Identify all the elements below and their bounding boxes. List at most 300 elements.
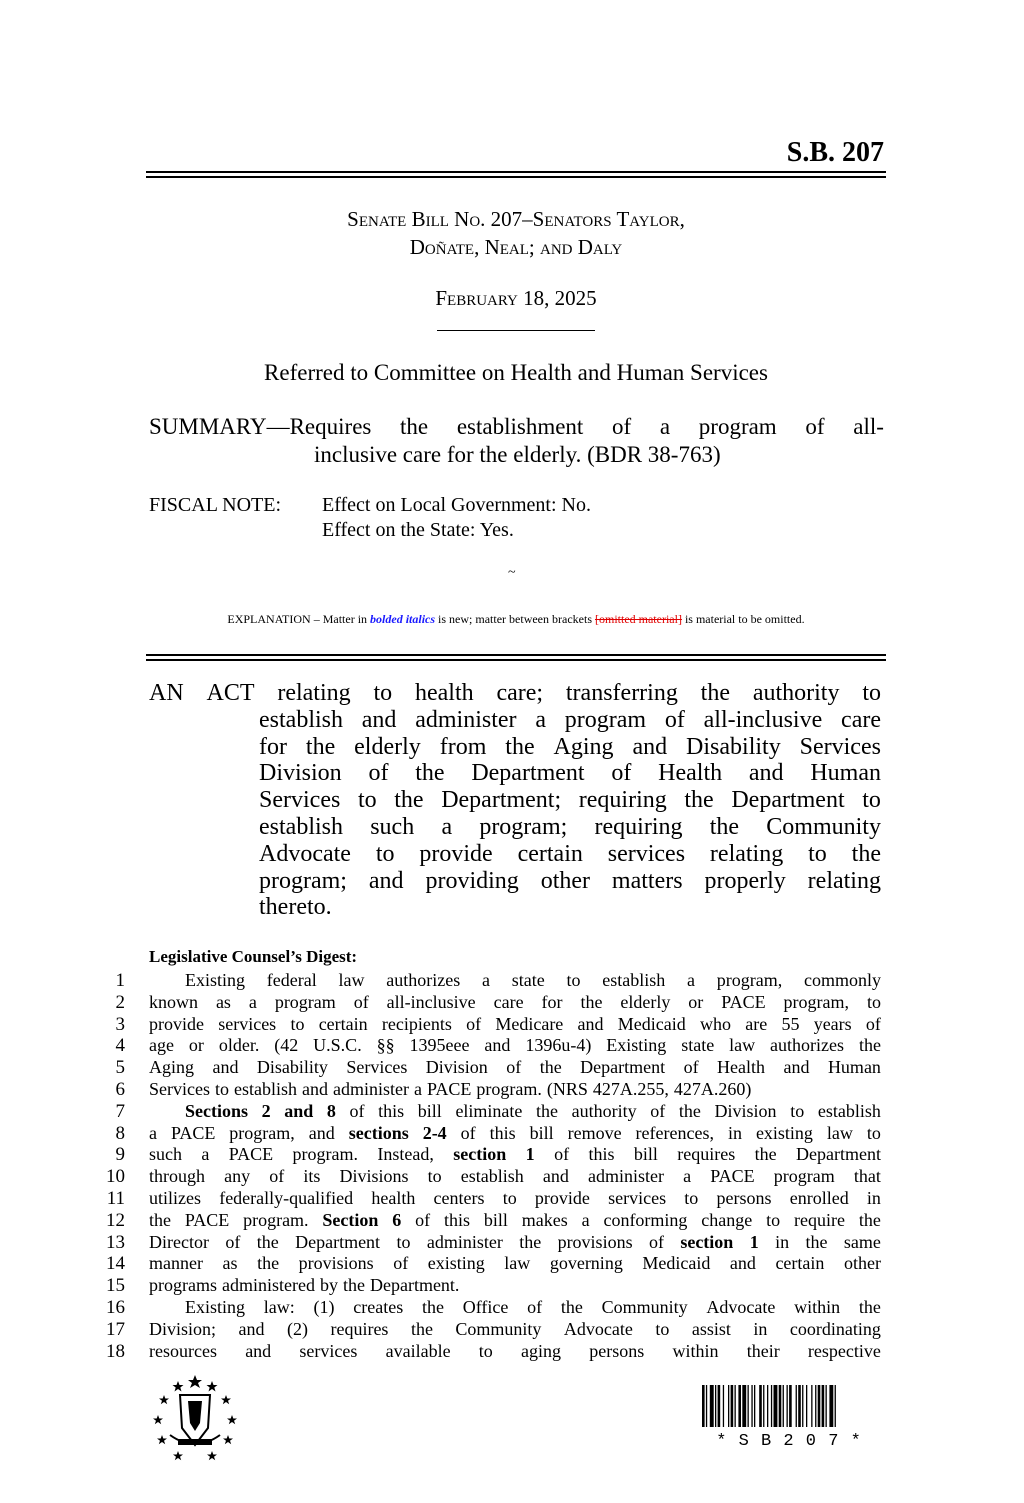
digest-word: elderly: [620, 991, 671, 1012]
digest-word: and: [542, 1166, 569, 1187]
line-number: 18: [106, 1340, 125, 1362]
summary-word: program: [698, 414, 777, 439]
digest-word: to: [478, 1340, 493, 1361]
digest-word: and: [577, 1013, 604, 1034]
digest-word: Community: [601, 1296, 688, 1317]
barcode-bar: [718, 1385, 721, 1427]
act-word: a: [535, 706, 546, 733]
act-word: to: [357, 787, 377, 814]
act-line: [149, 680, 881, 707]
digest-line: [105, 1166, 881, 1188]
act-line: [149, 734, 881, 761]
digest-word: a: [581, 1209, 590, 1230]
digest-word: manner: [149, 1253, 203, 1274]
act-word: providing: [425, 867, 519, 894]
digest-word: this: [489, 1122, 516, 1143]
digest-word: establish: [602, 970, 666, 990]
digest-word: a: [201, 1144, 210, 1165]
act-line: [149, 760, 881, 787]
act-word: the: [305, 733, 336, 760]
digest-word: law:: [263, 1296, 295, 1317]
fiscal-note-label: FISCAL NOTE:: [149, 494, 282, 516]
digest-word: remove: [567, 1122, 622, 1143]
digest-word: a: [686, 970, 695, 990]
act-word: relating: [807, 867, 881, 894]
act-word: to: [862, 680, 881, 706]
digest-word: program: [274, 991, 336, 1012]
digest-word: creates: [353, 1296, 404, 1317]
digest-word: bill: [417, 1100, 442, 1121]
digest-word: Health: [717, 1057, 766, 1078]
digest-word: services: [299, 1340, 358, 1361]
summary-word: SUMMARY—Requires: [149, 414, 372, 439]
act-word: care: [841, 706, 881, 733]
digest-word: and: [484, 1035, 511, 1056]
act-word: services: [607, 840, 686, 867]
digest-word: state: [511, 970, 545, 990]
digest-word: the: [342, 1275, 365, 1296]
digest-line: [105, 1014, 881, 1036]
digest-word: requires: [677, 1144, 736, 1165]
line-number: 5: [115, 1057, 125, 1079]
act-word: other: [540, 867, 590, 894]
digest-word: Advocate: [563, 1318, 633, 1339]
digest-word: the: [410, 1318, 433, 1339]
digest-line: [105, 1253, 881, 1275]
barcode-bar: [728, 1385, 729, 1427]
digest-word: administer: [588, 1166, 665, 1187]
digest-word: and: [302, 1078, 328, 1099]
digest-line-text: [149, 1144, 881, 1166]
digest-word: to: [214, 1078, 229, 1099]
digest-word: administered: [221, 1275, 315, 1296]
explanation-note: [146, 612, 886, 627]
digest-word: and: [212, 1057, 239, 1078]
barcode-bars-icon: [700, 1385, 878, 1427]
explanation-prefix: EXPLANATION – Matter in: [227, 612, 371, 626]
digest-word: services: [218, 1013, 277, 1034]
act-word: requiring: [594, 813, 683, 840]
digest-word: programs: [149, 1275, 217, 1296]
digest-word: within: [672, 1340, 719, 1361]
digest-line-text: [149, 1253, 881, 1275]
digest-word: 427A.255,: [592, 1078, 669, 1099]
digest-line-text: [149, 1166, 881, 1188]
digest-word: and: [284, 1100, 314, 1121]
digest-word: program.: [292, 1144, 359, 1165]
digest-word: of: [460, 1122, 476, 1143]
digest-word: §§: [376, 1035, 395, 1056]
digest-word: makes: [521, 1209, 568, 1230]
act-word: relating: [277, 680, 351, 706]
barcode-bar: [822, 1385, 825, 1427]
act-word: health: [414, 680, 474, 706]
line-number: 6: [115, 1078, 125, 1100]
act-word: program;: [259, 867, 347, 894]
digest-line-text: [149, 1101, 881, 1123]
digest-word: the: [754, 1144, 777, 1165]
digest-word: Instead,: [377, 1144, 434, 1165]
act-word: elderly: [354, 733, 421, 760]
barcode-bar: [751, 1385, 752, 1427]
digest-word: the: [256, 1231, 279, 1252]
bill-number: S.B. 207: [786, 137, 884, 168]
fiscal-state-effect: Effect on the State: Yes.: [322, 519, 514, 541]
digest-line-text: [149, 1275, 881, 1297]
digest-word: all-inclusive: [386, 991, 476, 1012]
digest-word: references,: [635, 1122, 714, 1143]
line-number: 8: [115, 1122, 125, 1144]
digest-word: resources: [149, 1340, 217, 1361]
digest-word: requires: [330, 1318, 389, 1339]
act-word: and: [632, 733, 668, 760]
digest-word: the: [858, 1035, 881, 1056]
line-number: 11: [106, 1187, 125, 1209]
fiscal-local-effect: Effect on Local Government: No.: [322, 494, 591, 516]
digest-word: Advocate: [706, 1296, 776, 1317]
explanation-suffix: is material to be omitted.: [681, 612, 805, 626]
digest-line: [105, 1275, 881, 1297]
digest-word: certain: [775, 1253, 825, 1274]
line-number: 15: [106, 1275, 125, 1297]
digest-word: Section: [322, 1209, 379, 1230]
digest-word: as: [215, 991, 231, 1012]
act-word: the: [700, 680, 730, 706]
digest-word: Existing: [185, 970, 246, 990]
header-rule-top: [146, 171, 886, 173]
act-word: Department;: [441, 787, 562, 814]
tilde-separator: ~: [508, 565, 516, 580]
act-word: requiring: [578, 787, 667, 814]
digest-word: of: [506, 1057, 522, 1078]
act-word: establish: [259, 706, 343, 733]
barcode-bar: [706, 1385, 707, 1427]
digest-word: and: [238, 1318, 265, 1339]
act-word: Aging: [553, 733, 614, 760]
digest-word: or: [688, 991, 704, 1012]
digest-word: 1: [525, 1144, 535, 1165]
act-word: of: [368, 760, 389, 787]
act-word: administer: [415, 706, 517, 733]
digest-word: section: [453, 1144, 507, 1165]
digest-word: establish: [817, 1100, 881, 1121]
barcode-bar: [802, 1385, 803, 1427]
barcode-bar: [806, 1385, 807, 1427]
digest-word: the: [149, 1209, 171, 1230]
bill-title-line-1: Senate Bill No. 207–Senators Taylor,: [347, 207, 685, 231]
act-word: and: [361, 706, 397, 733]
digest-word: within: [794, 1296, 841, 1317]
act-line: [149, 814, 881, 841]
barcode-bar: [759, 1385, 762, 1427]
digest-line-text: [149, 1079, 881, 1101]
digest-word: this: [588, 1144, 615, 1165]
digest-word: 8: [326, 1100, 336, 1121]
summary-line-2: inclusive care for the elderly. (BDR 38-763): [314, 442, 721, 467]
digest-word: for: [541, 991, 563, 1012]
digest-word: enrolled: [789, 1187, 849, 1208]
digest-word: a: [683, 1166, 692, 1187]
digest-word: Office: [462, 1296, 509, 1317]
digest-word: to: [684, 1187, 699, 1208]
line-number: 14: [106, 1253, 125, 1275]
barcode-bar: [815, 1385, 816, 1427]
barcode-bar: [748, 1385, 749, 1427]
digest-line: [105, 1341, 881, 1363]
digest-word: program.: [243, 1209, 309, 1230]
digest-word: of: [393, 1253, 409, 1274]
header-rule-bottom: [146, 176, 886, 178]
summary-word: of: [805, 414, 825, 439]
digest-word: authorizes: [386, 970, 461, 990]
act-word: the: [684, 787, 714, 814]
digest-word: (1): [313, 1296, 335, 1317]
digest-word: Medicare: [495, 1013, 564, 1034]
digest-word: existing: [755, 1122, 813, 1143]
act-word: all-inclusive: [703, 706, 823, 733]
digest-word: PACE: [710, 1166, 755, 1187]
digest-word: services: [608, 1187, 667, 1208]
barcode-bar: [742, 1385, 746, 1427]
act-line: [149, 787, 881, 814]
digest-word: to: [790, 1100, 805, 1121]
digest-word: 2-4: [422, 1122, 447, 1143]
digest-word: care: [493, 991, 524, 1012]
act-word: program: [564, 706, 647, 733]
act-word: care;: [496, 680, 544, 706]
digest-word: administer: [426, 1231, 503, 1252]
digest-word: and: [308, 1122, 335, 1143]
digest-word: by: [319, 1275, 338, 1296]
barcode-bar: [826, 1385, 827, 1427]
digest-word: PACE: [170, 1122, 216, 1143]
barcode-bar: [789, 1385, 792, 1427]
digest-word: of: [269, 1166, 285, 1187]
digest-word: recipients: [381, 1013, 452, 1034]
digest-word: state: [681, 1035, 715, 1056]
summary-word: the: [400, 414, 429, 439]
line-number: 12: [106, 1209, 125, 1231]
digest-line: [105, 1297, 881, 1319]
barcode-text: * S B 2 0 7 *: [716, 1432, 862, 1451]
barcode-bar: [702, 1385, 705, 1427]
digest-word: program,: [229, 1122, 295, 1143]
digest-word: Department.: [369, 1275, 460, 1296]
digest-word: age: [149, 1035, 174, 1056]
act-word: from: [439, 733, 487, 760]
digest-word: a: [149, 1122, 157, 1143]
act-word: properly: [704, 867, 786, 894]
digest-word: the: [536, 1100, 559, 1121]
act-word: Department: [731, 787, 845, 814]
digest-word: such: [149, 1144, 182, 1165]
digest-word: years: [813, 1013, 852, 1034]
act-word: matters: [611, 867, 683, 894]
digest-word: other: [843, 1253, 881, 1274]
digest-word: Department: [295, 1231, 381, 1252]
digest-word: provide: [534, 1187, 590, 1208]
digest-word: or: [188, 1035, 204, 1056]
digest-line: [105, 970, 881, 992]
digest-word: the: [539, 1057, 562, 1078]
act-word: Human: [810, 760, 881, 787]
digest-word: Existing: [606, 1035, 667, 1056]
digest-word: its: [303, 1166, 321, 1187]
summary-word: a: [659, 414, 671, 439]
digest-word: to: [566, 970, 581, 990]
digest-word: administer: [333, 1078, 409, 1099]
act-word: the: [709, 813, 740, 840]
barcode-bar: [771, 1385, 772, 1427]
digest-word: bill: [483, 1209, 508, 1230]
digest-word: PACE: [228, 1144, 274, 1165]
digest-word: provisions: [298, 1253, 374, 1274]
digest-word: the: [858, 1209, 881, 1230]
digest-word: sections: [348, 1122, 409, 1143]
digest-word: and: [729, 1253, 756, 1274]
barcode-bar: [710, 1385, 714, 1427]
digest-word: to: [866, 1122, 881, 1143]
act-word: a: [441, 813, 453, 840]
digest-line-text: [149, 970, 881, 992]
digest-word: Disability: [256, 1057, 328, 1078]
digest-word: conforming: [603, 1209, 688, 1230]
digest-word: Department: [580, 1057, 666, 1078]
digest-line-text: [149, 1232, 881, 1254]
barcode-bar: [754, 1385, 755, 1427]
act-word: certain: [517, 840, 583, 867]
barcode-bar: [811, 1385, 812, 1427]
digest-word: the: [858, 1296, 881, 1317]
barcode-bar: [829, 1385, 833, 1427]
digest-word: to: [502, 1187, 517, 1208]
digest-word: Services: [346, 1057, 408, 1078]
digest-word: a: [248, 991, 257, 1012]
digest-word: Existing: [185, 1296, 246, 1317]
digest-word: program,: [716, 970, 783, 990]
digest-word: authorizes: [770, 1035, 845, 1056]
committee-referral: Referred to Committee on Health and Human Services: [264, 360, 768, 385]
barcode-bar: [723, 1385, 724, 1427]
barcode-bar: [835, 1385, 836, 1427]
digest-line-text: [149, 1188, 881, 1210]
digest-word: PACE: [721, 991, 766, 1012]
digest-word: to: [290, 1013, 305, 1034]
digest-line: [105, 1210, 881, 1232]
digest-word: older.: [218, 1035, 260, 1056]
digest-word: Divisions: [339, 1166, 409, 1187]
act-word: AN: [149, 680, 184, 706]
digest-body: [105, 970, 881, 1362]
act-word: of: [611, 760, 632, 787]
digest-word: the: [257, 1253, 280, 1274]
digest-line: [105, 1319, 881, 1341]
act-line: [149, 841, 881, 868]
barcode: [700, 1385, 878, 1451]
act-word: the: [415, 760, 445, 787]
fiscal-note: [149, 493, 591, 543]
digest-word: utilizes: [149, 1187, 201, 1208]
act-word: to: [862, 787, 881, 814]
digest-word: to: [396, 1231, 411, 1252]
digest-word: 1395eee: [409, 1035, 470, 1056]
digest-word: of: [650, 1100, 666, 1121]
digest-word: in: [727, 1122, 742, 1143]
digest-word: law: [504, 1253, 531, 1274]
digest-word: Department: [796, 1144, 881, 1165]
digest-word: of: [353, 991, 369, 1012]
digest-word: provide: [149, 1013, 204, 1034]
act-word: Services: [259, 787, 341, 814]
digest-line-text: [149, 1123, 881, 1145]
digest-word: law: [826, 1122, 853, 1143]
act-word: to: [375, 840, 395, 867]
digest-word: U.S.C.: [313, 1035, 362, 1056]
act-word: to: [808, 840, 827, 867]
line-number: 4: [115, 1035, 125, 1057]
digest-line: [105, 1123, 881, 1145]
digest-line-text: [149, 1057, 881, 1079]
act-line: [149, 868, 881, 895]
digest-word: 6: [392, 1209, 402, 1230]
digest-word: the: [580, 991, 603, 1012]
digest-word: this: [444, 1209, 471, 1230]
digest-word: governing: [549, 1253, 623, 1274]
digest-line: [105, 1232, 881, 1254]
line-number: 17: [106, 1318, 125, 1340]
line-number: 13: [106, 1231, 125, 1253]
digest-word: to: [766, 1209, 781, 1230]
digest-word: of: [349, 1100, 365, 1121]
digest-word: health: [371, 1187, 416, 1208]
digest-line-text: [149, 1319, 881, 1341]
barcode-bar: [779, 1385, 782, 1427]
digest-word: change: [701, 1209, 753, 1230]
digest-word: in: [775, 1231, 790, 1252]
summary-word: establishment: [456, 414, 584, 439]
act-word: to: [373, 680, 393, 706]
digest-word: Human: [827, 1057, 881, 1078]
digest-word: that: [853, 1166, 881, 1187]
act-word: and: [748, 760, 784, 787]
act-word: of: [664, 706, 685, 733]
digest-line: [105, 1079, 881, 1101]
digest-word: assist: [691, 1318, 731, 1339]
digest-word: the: [805, 1231, 828, 1252]
bill-date: February 18, 2025: [435, 286, 597, 310]
digest-word: to: [655, 1318, 670, 1339]
digest-word: Division;: [149, 1318, 217, 1339]
digest-line-text: [149, 1014, 881, 1036]
barcode-bar: [715, 1385, 716, 1427]
summary-line-1: [149, 413, 884, 441]
digest-word: of: [466, 1013, 482, 1034]
act-word: the: [505, 733, 535, 760]
act-word: and: [368, 867, 404, 894]
digest-word: and: [783, 1057, 810, 1078]
digest-word: through: [149, 1166, 205, 1187]
digest-word: commonly: [803, 970, 881, 990]
line-number: 7: [115, 1100, 125, 1122]
digest-word: any: [224, 1166, 251, 1187]
digest-line-text: [149, 1341, 881, 1363]
barcode-bar: [767, 1385, 768, 1427]
act-word: Division: [259, 760, 342, 787]
digest-word: persons: [589, 1340, 645, 1361]
digest-word: Medicaid: [642, 1253, 711, 1274]
act-word: relating: [709, 840, 784, 867]
digest-line: [105, 992, 881, 1014]
